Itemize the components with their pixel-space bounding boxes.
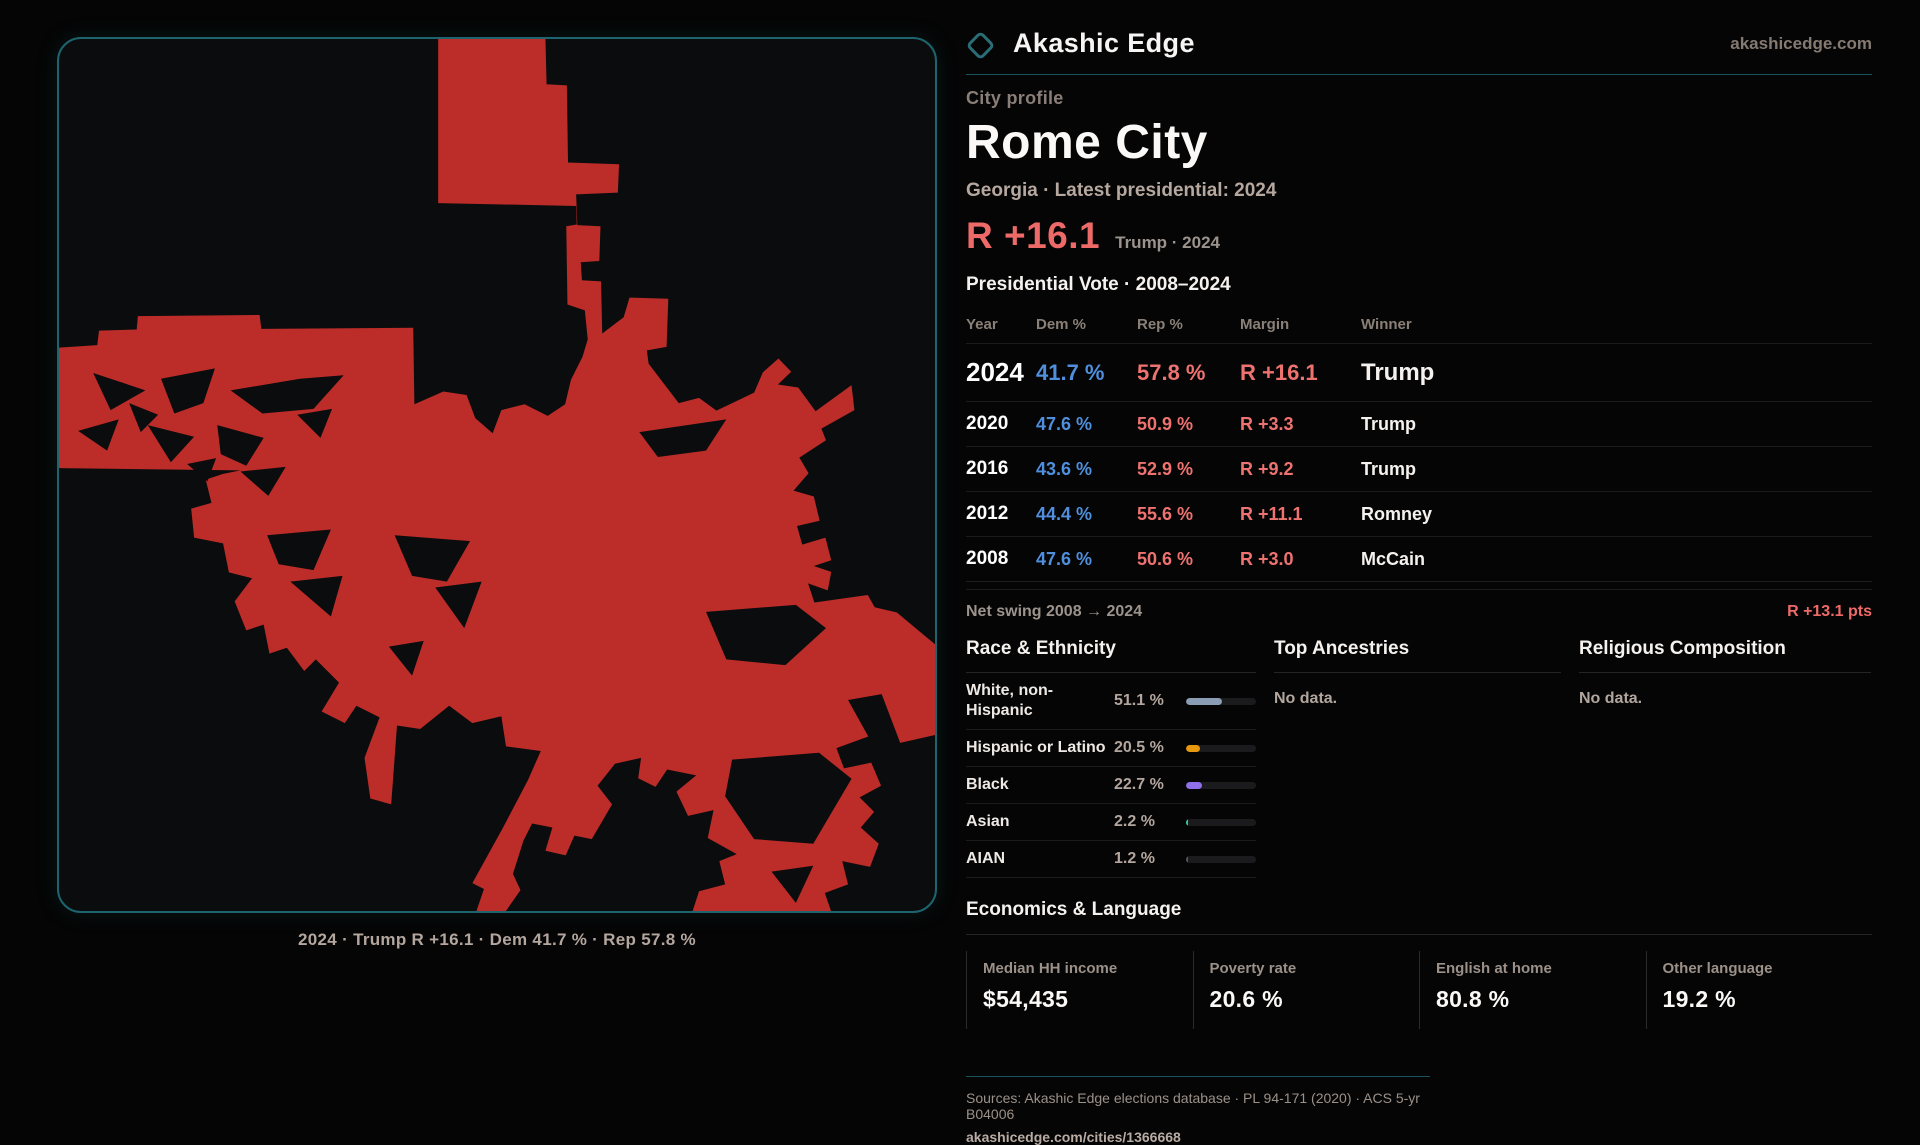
race-row (966, 673, 1256, 730)
col-dem: Dem % (1036, 316, 1087, 333)
diamond-icon (966, 31, 996, 61)
vote-cell-rep: 55.6 % (1137, 503, 1194, 524)
race-bar (1186, 819, 1256, 826)
race-value: 1.2 % (1114, 850, 1155, 867)
stat-card (1419, 951, 1646, 1029)
vote-cell-margin: R +3.0 (1240, 548, 1294, 569)
vote-cell-margin: R +9.2 (1240, 458, 1294, 479)
net-swing-value: R +13.1 pts (1787, 603, 1872, 620)
stat-card (966, 951, 1193, 1029)
stat-card (1646, 951, 1873, 1029)
vote-table-header (966, 308, 1872, 343)
vote-cell-dem: 47.6 % (1036, 413, 1093, 434)
vote-cell-year: 2012 (966, 503, 1009, 524)
race-bar-fill (1186, 856, 1188, 863)
vote-cell-margin: R +16.1 (1240, 359, 1318, 385)
col-winner: Winner (1361, 316, 1412, 333)
stat-value: $54,435 (983, 986, 1069, 1012)
vote-table-rows (966, 343, 1872, 581)
vote-cell-dem: 47.6 % (1036, 548, 1093, 569)
race-value: 51.1 % (1114, 692, 1164, 709)
vote-cell-winner: Trump (1361, 458, 1417, 479)
race-label: White, non-Hispanic (966, 682, 1054, 719)
vote-table-row (966, 401, 1872, 446)
race-bar (1186, 698, 1256, 705)
vote-table-row (966, 536, 1872, 581)
race-row (966, 730, 1256, 767)
city-profile-panel (966, 28, 1872, 1145)
net-swing-label: Net swing 2008 → 2024 (966, 603, 1143, 620)
race-label: AIAN (966, 850, 1006, 867)
city-boundary-map (59, 39, 935, 911)
race-bar-fill (1186, 819, 1188, 826)
brand-domain-link[interactable]: akashicedge.com (1730, 33, 1872, 53)
eyebrow-label: City profile (966, 88, 1064, 108)
footer (966, 1076, 1430, 1145)
stat-label: Poverty rate (1209, 960, 1297, 977)
stat-label: English at home (1436, 960, 1552, 977)
vote-cell-year: 2024 (966, 357, 1024, 387)
vote-cell-rep: 57.8 % (1137, 359, 1206, 385)
stat-value: 19.2 % (1662, 986, 1736, 1012)
religion-section-title: Religious Composition (1579, 638, 1871, 673)
vote-cell-margin: R +11.1 (1240, 503, 1303, 524)
headline-margin-value: R +16.1 (966, 215, 1101, 256)
race-row (966, 841, 1256, 878)
stat-label: Other language (1662, 960, 1773, 977)
race-ethnicity-section (966, 638, 1256, 878)
race-row (966, 804, 1256, 841)
col-year: Year (966, 316, 998, 333)
race-bar (1186, 856, 1256, 863)
vote-cell-dem: 44.4 % (1036, 503, 1093, 524)
stat-value: 20.6 % (1209, 986, 1283, 1012)
vote-cell-winner: McCain (1361, 548, 1426, 569)
vote-cell-rep: 50.6 % (1137, 548, 1194, 569)
header (966, 28, 1872, 59)
vote-cell-dem: 41.7 % (1036, 359, 1105, 385)
page-title: Rome City (966, 116, 1208, 169)
vote-cell-margin: R +3.3 (1240, 413, 1294, 434)
map-panel (57, 37, 937, 913)
header-divider (966, 74, 1872, 75)
ancestries-section (1274, 638, 1561, 878)
vote-cell-year: 2020 (966, 413, 1009, 434)
col-margin: Margin (1240, 316, 1290, 333)
religion-section (1579, 638, 1871, 878)
race-label: Asian (966, 813, 1010, 830)
vote-table-title: Presidential Vote · 2008–2024 (966, 274, 1231, 295)
demographics-columns (966, 638, 1872, 878)
stat-label: Median HH income (983, 960, 1118, 977)
sources-text: Sources: Akashic Edge elections database · PL 94-171 (2020) · ACS 5-yr B04006 (966, 1090, 1420, 1122)
net-swing-row (966, 589, 1872, 621)
vote-table (966, 308, 1872, 582)
race-value: 20.5 % (1114, 739, 1164, 756)
stat-card (1193, 951, 1420, 1029)
vote-cell-rep: 52.9 % (1137, 458, 1194, 479)
race-bar (1186, 745, 1256, 752)
race-bar-fill (1186, 745, 1200, 752)
vote-cell-rep: 50.9 % (1137, 413, 1194, 434)
race-label: Hispanic or Latino (966, 739, 1106, 756)
col-rep: Rep % (1137, 316, 1183, 333)
vote-table-row (966, 491, 1872, 536)
headline-margin-note: Trump · 2024 (1115, 233, 1220, 252)
vote-cell-winner: Trump (1361, 358, 1435, 386)
brand-name: Akashic Edge (1013, 28, 1195, 58)
economics-section-title: Economics & Language (966, 899, 1872, 935)
race-value: 22.7 % (1114, 776, 1164, 793)
race-label: Black (966, 776, 1009, 793)
stat-value: 80.8 % (1436, 986, 1510, 1012)
vote-cell-year: 2016 (966, 458, 1009, 479)
race-bar-fill (1186, 782, 1202, 789)
headline-margin-row (966, 215, 1872, 257)
race-value: 2.2 % (1114, 813, 1155, 830)
vote-cell-dem: 43.6 % (1036, 458, 1093, 479)
race-section-title: Race & Ethnicity (966, 638, 1256, 673)
ancestries-empty-state: No data. (1274, 690, 1338, 707)
religion-empty-state: No data. (1579, 690, 1643, 707)
map-caption: 2024 · Trump R +16.1 · Dem 41.7 % · Rep 57.8 % (298, 930, 696, 949)
vote-cell-winner: Romney (1361, 503, 1433, 524)
economics-stats (966, 951, 1872, 1029)
vote-table-row (966, 446, 1872, 491)
ancestries-section-title: Top Ancestries (1274, 638, 1561, 673)
race-bar-fill (1186, 698, 1222, 705)
vote-table-row (966, 343, 1872, 401)
permalink[interactable]: akashicedge.com/cities/1366668 (966, 1129, 1181, 1145)
race-row (966, 767, 1256, 804)
vote-cell-year: 2008 (966, 548, 1009, 569)
page-subtitle: Georgia · Latest presidential: 2024 (966, 180, 1277, 201)
race-bar (1186, 782, 1256, 789)
vote-cell-winner: Trump (1361, 413, 1417, 434)
race-rows (966, 673, 1256, 878)
